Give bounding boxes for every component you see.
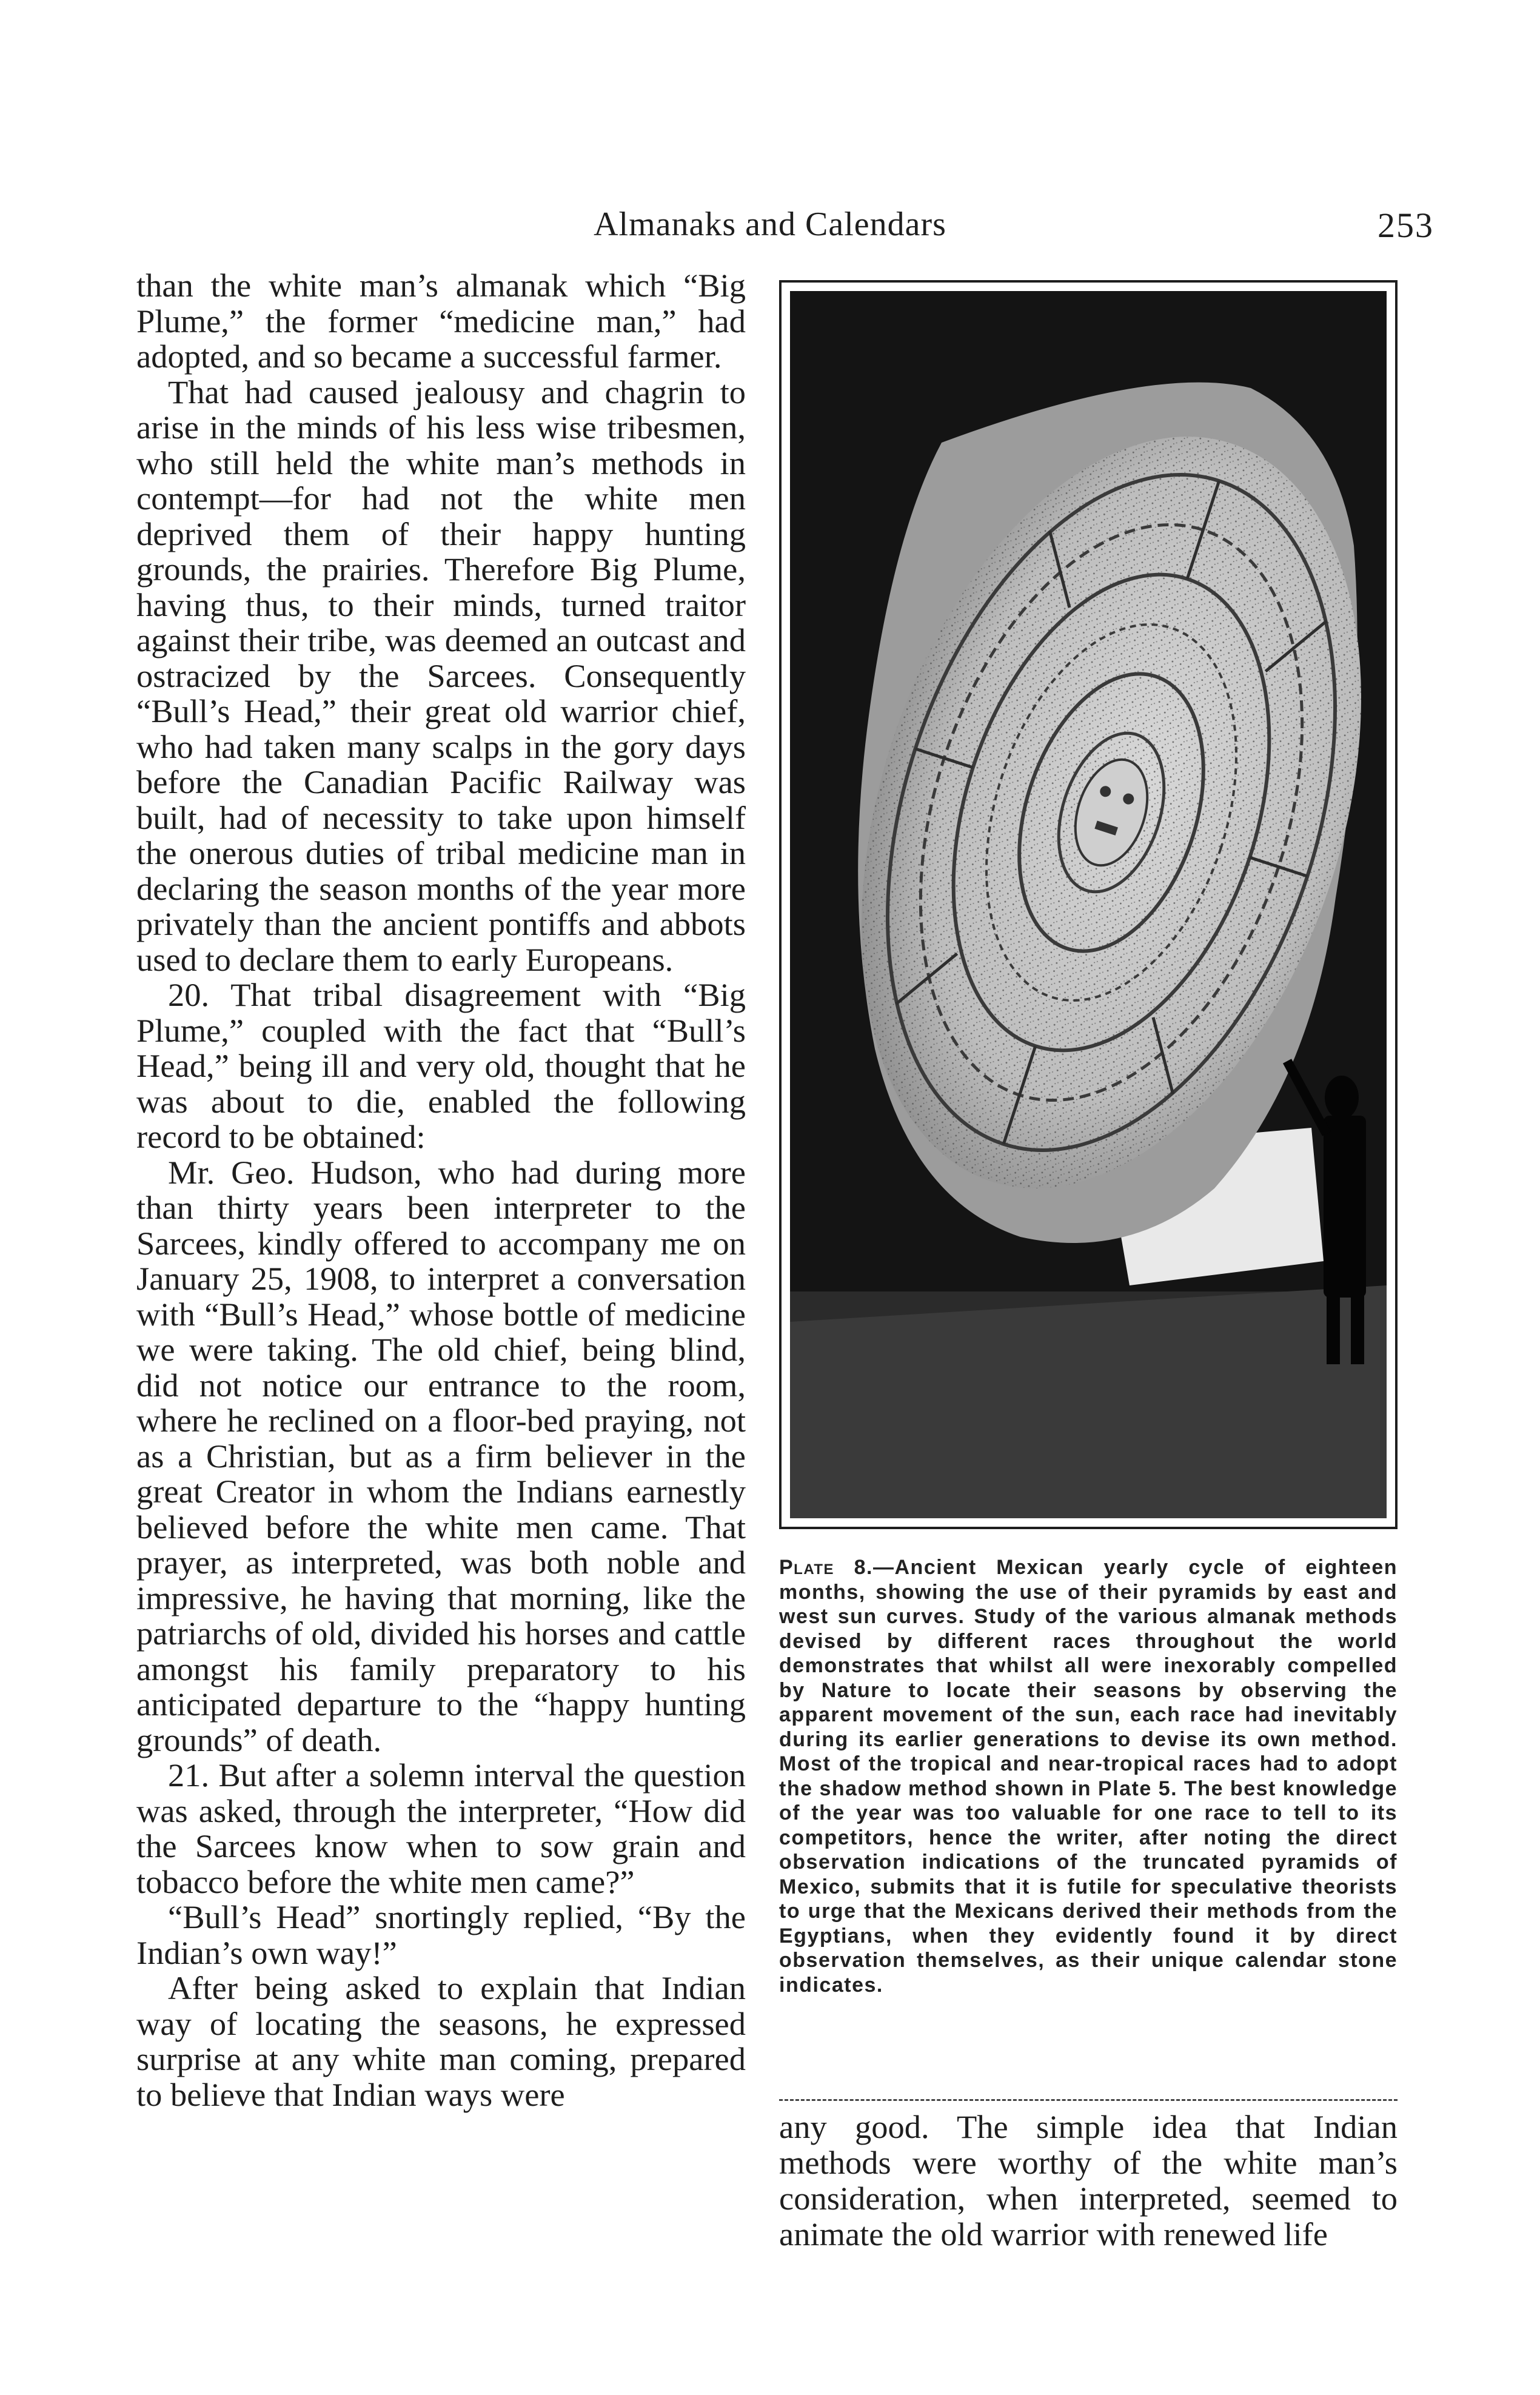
paragraph: Mr. Geo. Hudson, who had during more than thirty years been interpreter to the Sarcees, kindly offered to accompany me on January 25, 1908, to interpret a conversation with “Bull’s Head,” whose bottle of medicine we were taking. The old chief, being blind, did not notice our entrance to the room, where he reclined on a floor-bed praying, not as a Christian, but as a firm believer in the great Creator in whom the Indians earnestly believed before the white men came. That prayer, as interpreted, was both noble and impressive, he having that morning, like the patriarchs of old, divided his horses and cattle amongst his family preparatory to his anticipated departure to the “happy hunting grounds” of death. xyxy=(136,1153,746,1758)
calendar-stone-photo xyxy=(790,291,1387,1518)
plate-caption xyxy=(779,1555,1398,2089)
paragraph: That had caused jealousy and chagrin to arise in the minds of his less wise tribesmen, who still held the white man’s methods in contempt—for had not the white men deprived them of their happy hunting grounds, the prairies. Therefore Big Plume, having thus, to their minds, turned traitor against their tribe, was deemed an outcast and ostracized by the Sarcees. Consequently “Bull’s Head,” their great old warrior chief, who had taken many scalps in the gory days before the Canadian Pacific Railway was built, had of necessity to take upon himself the onerous duties of tribal medicine man in declaring the season months of the year more privately than the ancient pontiffs and abbots used to declare them to early Europeans. xyxy=(136,373,746,978)
paragraph: “Bull’s Head” snortingly replied, “By the Indian’s own way!” xyxy=(136,1898,746,1971)
paragraph: 21. But after a solemn interval the question was asked, through the interpreter, “How did the Sarcees know when to sow grain and tobacco before the white men came?” xyxy=(136,1757,746,1900)
page-number: 253 xyxy=(1378,206,1434,245)
left-column-text xyxy=(136,268,746,2281)
paragraph: any good. The simple idea that Indian methods were worthy of the white man’s consideration, when interpreted, seemed to animate the old warrior with renewed life xyxy=(779,2109,1398,2253)
caption-divider xyxy=(779,2099,1398,2101)
running-title: Almanaks and Calendars xyxy=(594,206,946,243)
calendar-stone-illustration xyxy=(790,291,1387,1518)
plate-label: Plate 8. xyxy=(779,1556,873,1579)
right-column-text xyxy=(779,2109,1398,2260)
paragraph: After being asked to explain that Indian way of locating the seasons, he expressed surprise at any white man coming, prepared to believe that Indian ways were xyxy=(136,1969,746,2113)
paragraph: 20. That tribal disagreement with “Big Plume,” coupled with the fact that “Bull’s Head,” being ill and very old, thought that he was about to die, enabled the following record to be obtained: xyxy=(136,976,746,1155)
paragraph: than the white man’s almanak which “Big Plume,” the former “medicine man,” had adopted, and so became a successful farmer. xyxy=(136,268,746,375)
plate-caption-text: —Ancient Mexican yearly cycle of eighteen months, showing the use of their pyramids by east and west sun curves. Study of the various almanak methods devised by different races throughout the world demonstrates that whilst all were inexorably compelled by Nature to locate their seasons by observing the apparent movement of the sun, each race had inevitably during its earlier generations to devise its own method. Most of the tropical and near-tropical races had to adopt the shadow method shown in Plate 5. The best knowledge of the year was too valuable for one race to tell to its competitors, hence the writer, after noting the direct observation indications of the truncated pyramids of Mexico, submits that it is futile for speculative theorists to urge that the Mexicans derived their methods from the Egyptians, when they evidently found it by direct observation themselves, as their unique calendar stone indicates. xyxy=(779,1556,1398,1997)
plate-figure xyxy=(779,280,1398,1529)
